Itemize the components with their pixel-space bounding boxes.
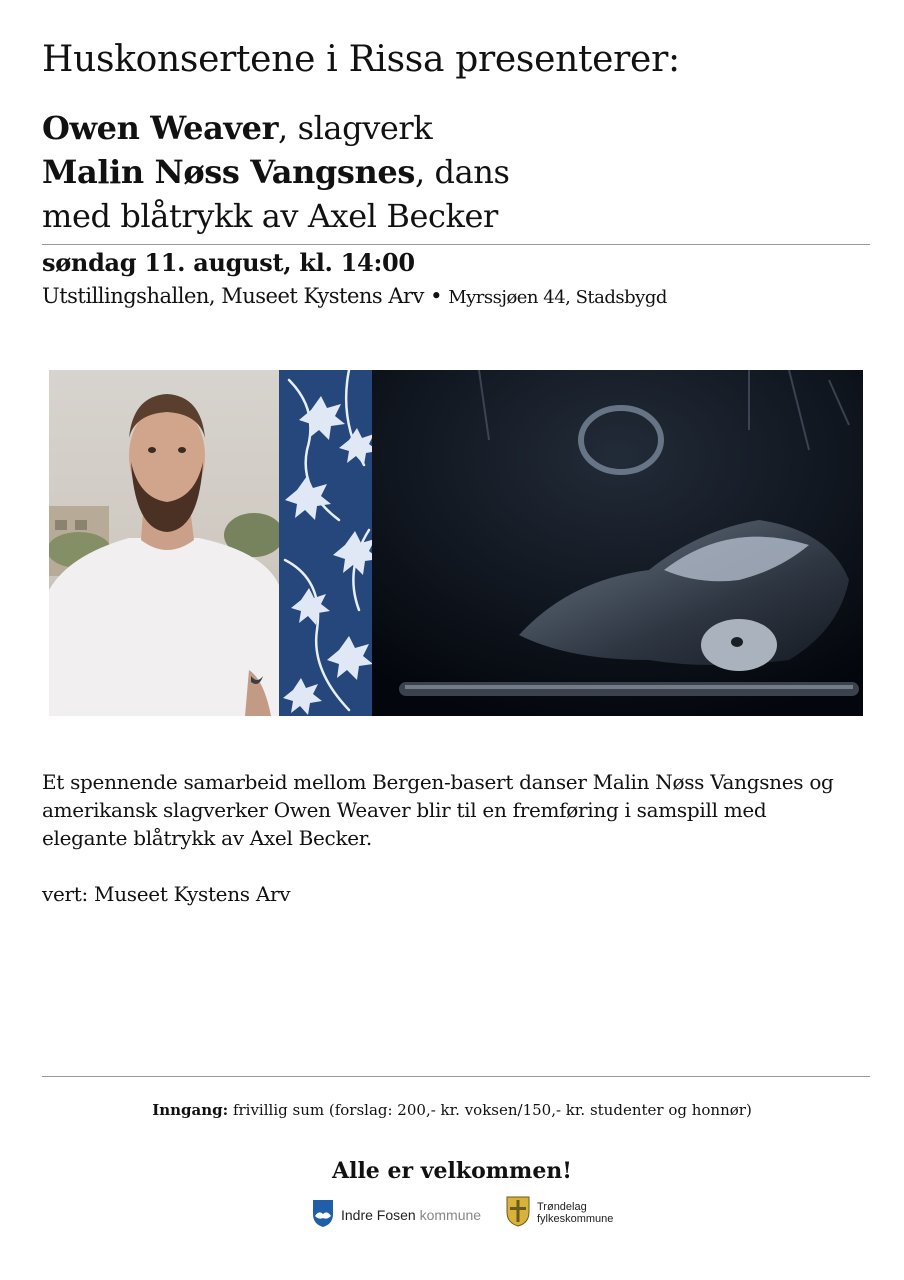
logo-line-1: Trøndelag	[537, 1201, 587, 1213]
logo-text	[341, 1207, 481, 1223]
trondelag-shield-icon	[505, 1195, 531, 1231]
logo-name-bold: Indre Fosen	[341, 1207, 416, 1223]
photo-collage	[49, 370, 863, 716]
performer-line-2	[42, 152, 510, 192]
performer-name: Owen Weaver	[42, 109, 279, 147]
logo-text	[537, 1201, 613, 1225]
divider	[42, 244, 870, 245]
event-datetime: søndag 11. august, kl. 14:00	[42, 248, 415, 277]
portrait-photo	[49, 370, 284, 716]
dancer-photo	[372, 370, 863, 716]
venue-address: Myrssjøen 44, Stadsbygd	[448, 287, 667, 308]
cyanotype-print	[279, 370, 379, 716]
venue-separator: •	[430, 284, 442, 308]
trondelag-logo	[505, 1196, 613, 1230]
entry-info	[0, 1099, 904, 1121]
indre-fosen-logo	[311, 1199, 481, 1231]
host-line: vert: Museet Kystens Arv	[42, 882, 291, 906]
performer-line-1	[42, 108, 432, 148]
description-paragraph: Et spennende samarbeid mellom Bergen-basert danser Malin Nøss Vangsnes og amerikansk slagverker Owen Weaver blir til en fremføring i samspill med elegante blåtrykk av Axel Becker.	[42, 770, 834, 850]
entry-label: Inngang:	[152, 1101, 229, 1119]
event-venue-line	[42, 281, 667, 313]
performer-role: , dans	[414, 153, 510, 191]
logo-line-2: fylkeskommune	[537, 1213, 614, 1225]
divider	[42, 1076, 870, 1077]
photo-collage-graphic	[49, 370, 863, 716]
artwork-credit: med blåtrykk av Axel Becker	[42, 197, 498, 235]
venue-name: Utstillingshallen, Museet Kystens Arv	[42, 284, 424, 308]
logo-name-light: kommune	[419, 1207, 482, 1223]
welcome-text: Alle er velkommen!	[332, 1158, 572, 1184]
entry-text: frivillig sum (forslag: 200,- kr. voksen/150,- kr. studenter og honnør)	[232, 1101, 752, 1119]
page-title: Huskonsertene i Rissa presenterer:	[42, 39, 680, 80]
indre-fosen-shield-icon	[311, 1198, 335, 1232]
performer-name: Malin Nøss Vangsnes	[42, 153, 415, 191]
performer-role: , slagverk	[278, 109, 433, 147]
